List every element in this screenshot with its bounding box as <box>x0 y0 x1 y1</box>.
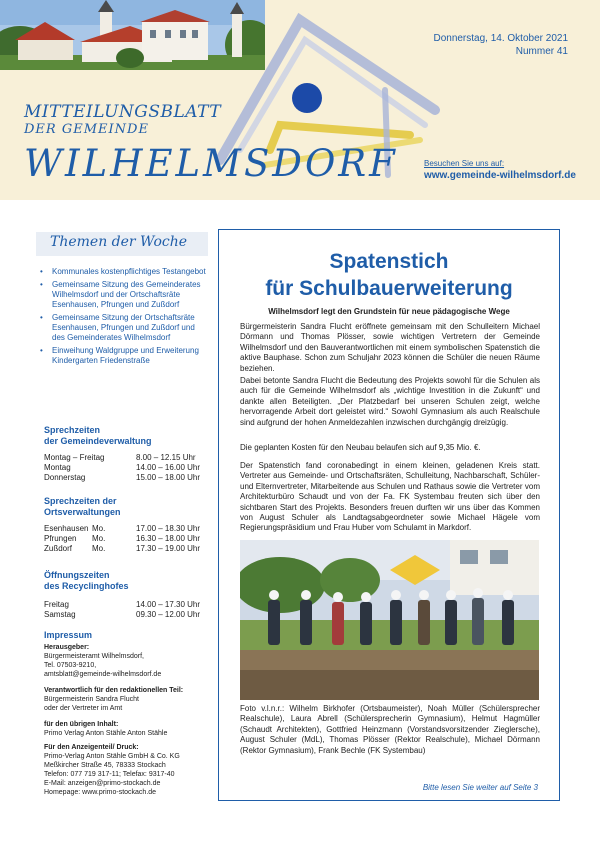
impressum-label: Für den Anzeigenteil/ Druck: <box>44 744 139 751</box>
impressum-line: Tel. 07503-9210, <box>44 662 97 669</box>
masthead-line2: DER GEMEINDE <box>24 122 149 137</box>
verwaltung-heading <box>44 425 152 447</box>
heading-line: der Gemeindeverwaltung <box>44 436 152 446</box>
impressum-line: E-Mail: anzeigen@primo-stockach.de <box>44 780 161 787</box>
themen-item: • Kommunales kostenpflichtiges Testangebot <box>40 267 208 277</box>
impressum-line: Primo Verlag Anton Stähle Anton Stähle <box>44 730 168 737</box>
hours-weekday: Mo. <box>92 534 106 543</box>
heading-line: Sprechzeiten der <box>44 496 117 506</box>
hours-weekday: Mo. <box>92 544 106 553</box>
impressum-label: für den übrigen Inhalt: <box>44 721 119 728</box>
heading-line: Öffnungszeiten <box>44 570 110 580</box>
groundbreaking-photo <box>240 540 539 700</box>
hours-time: 17.30 – 19.00 Uhr <box>136 544 201 553</box>
article-paragraph: Bürgermeisterin Sandra Flucht eröffnete gemeinsam mit den Schulleitern Michael Dörmann und Thomas Plösser, sowie wichtigen Vertretern der Gemeinde Wilhelmsdorf und den Bauverantwortlichen mit einem symbolischen Spatenstich die aktive Bauphase. Schon zum Schuljahr 2023 können die Schüler die neuen Räume beziehen. <box>240 322 540 373</box>
hours-time: 15.00 – 18.00 Uhr <box>136 473 201 482</box>
website-link[interactable]: www.gemeinde-wilhelmsdorf.de <box>424 170 576 181</box>
hours-time: 14.00 – 16.00 Uhr <box>136 463 201 472</box>
impressum-heading: Impressum <box>44 630 93 640</box>
hours-row <box>44 544 204 554</box>
impressum-line: Bürgermeisteramt Wilhelmsdorf, <box>44 653 144 660</box>
ortsverwaltungen-hours <box>44 524 204 554</box>
verwaltung-hours <box>44 453 204 483</box>
hours-day: Pfrungen <box>44 534 77 543</box>
impressum-herausgeber <box>44 643 214 679</box>
impressum-line: amtsblatt@gemeinde-wilhelmsdorf.de <box>44 671 162 678</box>
hours-row <box>44 473 204 483</box>
recycling-heading <box>44 570 129 592</box>
impressum-line: Primo-Verlag Anton Stähle GmbH & Co. KG <box>44 753 180 760</box>
hours-day: Freitag <box>44 600 69 609</box>
themen-heading-text: Themen der Woche <box>50 234 188 250</box>
impressum-line: Telefon: 077 719 317-11; Telefax: 9317-40 <box>44 771 175 778</box>
ortsverwaltungen-heading <box>44 496 121 518</box>
impressum-inhalt <box>44 720 214 738</box>
themen-item: • Einweihung Waldgruppe und Erweiterung Kindergarten Friedenstraße <box>40 346 208 366</box>
heading-line: Sprechzeiten <box>44 425 101 435</box>
hours-time: 17.00 – 18.30 Uhr <box>136 524 201 533</box>
masthead <box>0 0 600 200</box>
article-paragraph: Dabei betonte Sandra Flucht die Bedeutung des Projekts sowohl für die Schulen als auch für die Gemeinde Wilhelmsdorf als „wichtige Investition in die Zukunft“ und dankte allen Beteiligten. „Der Platzbedarf bei unseren Schulen zeigt, welche hervorragende Arbeit dort geleistet wird.“ Sowohl Gymnasium als auch Realschule sind aufgrund der hohen Anmeldezahlen inzwischen durchgängig dreizügig. <box>240 376 540 427</box>
hours-row <box>44 453 204 463</box>
article-title: für Schulbauerweiterung <box>265 277 513 300</box>
hours-time: 09.30 – 12.00 Uhr <box>136 610 201 619</box>
impressum-redaktion <box>44 686 214 713</box>
issue-date: Donnerstag, 14. Oktober 2021 <box>433 33 568 44</box>
impressum-line: oder der Vertreter im Amt <box>44 705 123 712</box>
impressum-label: Herausgeber: <box>44 644 90 651</box>
hours-day: Donnerstag <box>44 473 86 482</box>
continue-link[interactable]: Bitte lesen Sie weiter auf Seite 3 <box>422 783 538 792</box>
issue-number: Nummer 41 <box>515 46 568 57</box>
visit-label: Besuchen Sie uns auf: <box>424 159 505 168</box>
heading-line: des Recyclinghofes <box>44 581 129 591</box>
hours-row <box>44 524 204 534</box>
masthead-title: WILHELMSDORF <box>24 142 398 185</box>
heading-line: Ortsverwaltungen <box>44 507 121 517</box>
hours-time: 8.00 – 12.15 Uhr <box>136 453 196 462</box>
impressum-line: Meßkircher Straße 45, 78333 Stockach <box>44 762 166 769</box>
hours-row <box>44 463 204 473</box>
themen-item: • Gemeinsame Sitzung der Ortschaftsräte Esenhausen, Pfrungen und Zußdorf und des Gemeinderates Wilhelmsdorf <box>40 313 208 343</box>
hours-day: Montag <box>44 463 71 472</box>
article-paragraph: Der Spatenstich fand coronabedingt in einem kleinen, geladenen Kreis statt. Vertreter aus Gemeinde- und Ortschaftsräten, Schulleitung, Nachbarschaft, Schüler- und Elternvertreter, Mitarbeitende aus Schulen und Rathaus sowie die Vertreter vom Architekturbüro Schaudt und von der Fa. FK Systembau freuten sich über den sichtbaren Start des Projekts. Besonders freuen durften wir uns über das Kommen von August Schuler als Landtagsabgeordneter sowie Michael Hägele vom Regierungspräsidium und Frau Huber vom Schulamt in Markdorf. <box>240 461 540 533</box>
impressum-label: Verantwortlich für den redaktionellen Teil: <box>44 687 184 694</box>
hours-day: Zußdorf <box>44 544 73 553</box>
impressum-line: Homepage: www.primo-stockach.de <box>44 789 157 796</box>
hours-row <box>44 610 204 620</box>
masthead-line1: MITTEILUNGSBLATT <box>24 102 222 122</box>
themen-item: • Gemeinsame Sitzung des Gemeinderates Wilhelmsdorf und der Ortschaftsräte Esenhausen, Pfrungen und Zußdorf <box>40 280 208 310</box>
article-subtitle: Wilhelmsdorf legt den Grundstein für neue pädagogische Wege <box>268 307 510 316</box>
hours-time: 14.00 – 17.30 Uhr <box>136 600 201 609</box>
themen-list <box>40 267 208 369</box>
hours-time: 16.30 – 18.00 Uhr <box>136 534 201 543</box>
photo-caption: Foto v.l.n.r.: Wilhelm Birkhofer (Ortsbaumeister), Noah Müller (Schülersprecher Realschule), Laura Abrell (Schülersprecherin Gymnasium), Helmut Hagmüller (Schaudt Architekten), Gottfried Heinzmann (Vorstandsvorsitzender Zieglersche), August Schuler (MdL), Thomas Plösser (Rektor Realschule), Michael Dörmann (Rektor Gymnasium), Frank Bechle (FK Systembau) <box>240 704 540 755</box>
recycling-hours <box>44 600 204 620</box>
hours-row <box>44 534 204 544</box>
impressum-line: Bürgermeisterin Sandra Flucht <box>44 696 139 703</box>
hours-day: Samstag <box>44 610 76 619</box>
hours-row <box>44 600 204 610</box>
article-title: Spatenstich <box>329 250 449 273</box>
themen-heading <box>36 232 208 256</box>
hours-weekday: Mo. <box>92 524 106 533</box>
article-paragraph: Die geplanten Kosten für den Neubau belaufen sich auf 9,35 Mio. €. <box>240 443 481 452</box>
hours-day: Esenhausen <box>44 524 89 533</box>
impressum-anzeigen <box>44 743 214 797</box>
hours-day: Montag – Freitag <box>44 453 105 462</box>
